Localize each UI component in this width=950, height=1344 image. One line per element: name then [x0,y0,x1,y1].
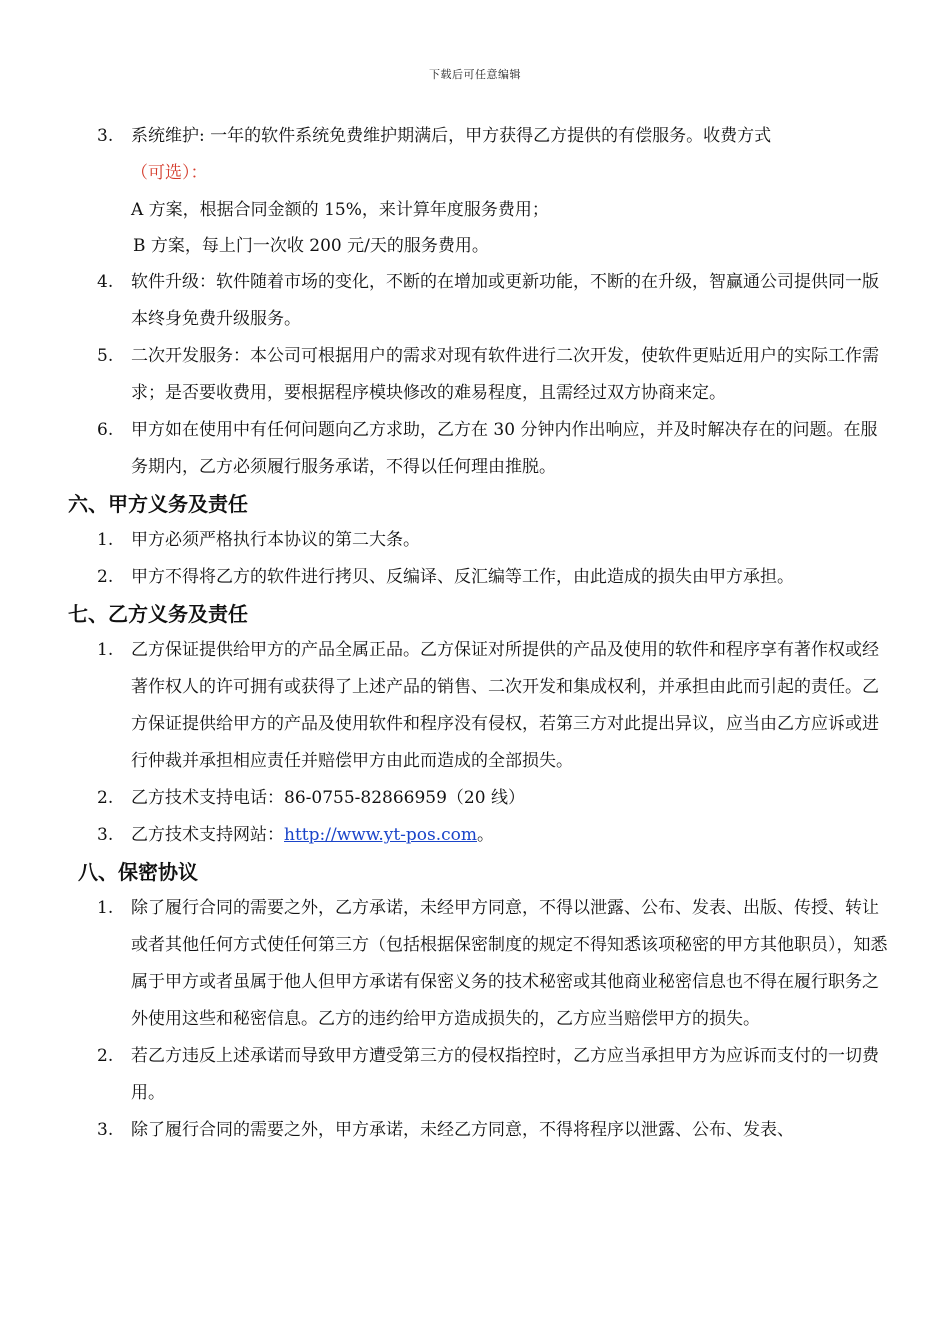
item-text: 二次开发服务：本公司可根据用户的需求对现有软件进行二次开发，使软件更贴近用户的实际工作需求；是否要收费用，要根据程序模块修改的难易程度，且需经过双方协商来定。 [131,346,879,403]
list-item [60,890,890,1038]
item-text: 除了履行合同的需要之外，乙方承诺，未经甲方同意，不得以泄露、公布、发表、出版、传授、转让或者其他任何方式使任何第三方（包括根据保密制度的规定不得知悉该项秘密的甲方其他职员），知悉属于甲方或者虽属于他人但甲方承诺有保密义务的技术秘密或其他商业秘密信息也不得在履行职务之外使用这些和秘密信息。乙方的违约给甲方造成损失的，乙方应当赔偿甲方的损失。 [131,898,888,1029]
list-item [60,412,890,486]
document-body [60,118,890,1149]
item-text: 除了履行合同的需要之外，甲方承诺，未经乙方同意，不得将程序以泄露、公布、发表、 [131,1120,794,1140]
item-number: 1. [97,530,114,550]
list-item [60,338,890,412]
list-item [60,632,890,780]
list-item [60,1112,890,1149]
item-text: 甲方不得将乙方的软件进行拷贝、反编译、反汇编等工作，由此造成的损失由甲方承担。 [131,567,794,587]
item-number: 6. [97,420,114,440]
sub-item-b: B 方案，每上门一次收 200 元/天的服务费用。 [133,236,489,256]
item-text-main: 乙方技术支持网站： [131,825,284,845]
page-header: 下载后可任意编辑 [429,68,521,81]
item-number: 2. [97,1046,114,1066]
item-suffix: 。 [477,825,495,845]
sub-item-a: A 方案，根据合同金额的 15%，来计算年度服务费用； [131,200,549,220]
item-text [131,118,890,192]
item-text [131,817,890,854]
section-heading: 八、保密协议 [78,860,198,884]
list-item [60,1038,890,1112]
section-heading: 六、甲方义务及责任 [68,492,248,516]
optional-note: （可选）： [131,163,208,183]
item-number: 1. [97,898,114,918]
item-number: 3. [97,825,114,845]
item-number: 3. [97,1120,114,1140]
item-text: 乙方技术支持电话：86-0755-82866959（20 线） [131,788,525,808]
section-heading: 七、乙方义务及责任 [68,602,248,626]
item-text: 软件升级：软件随着市场的变化，不断的在增加或更新功能，不断的在升级，智赢通公司提供同一版本终身免费升级服务。 [131,272,879,329]
list-item [60,780,890,817]
list-item [60,118,890,192]
item-number: 4. [97,272,114,292]
item-text-main: 系统维护: 一年的软件系统免费维护期满后，甲方获得乙方提供的有偿服务。收费方式 [131,126,772,146]
list-item [60,817,890,854]
list-item [60,264,890,338]
item-text: 乙方保证提供给甲方的产品全属正品。乙方保证对所提供的产品及使用的软件和程序享有著作权或经著作权人的许可拥有或获得了上述产品的销售、二次开发和集成权利，并承担由此而引起的责任。乙方保证提供给甲方的产品及使用软件和程序没有侵权，若第三方对此提出异议，应当由乙方应诉或进行仲裁并承担相应责任并赔偿甲方由此而造成的全部损失。 [131,640,879,771]
item-number: 3. [97,126,114,146]
item-text: 甲方如在使用中有任何问题向乙方求助，乙方在 30 分钟内作出响应，并及时解决存在的问题。在服务期内，乙方必须履行服务承诺，不得以任何理由推脱。 [131,420,878,477]
list-item [60,522,890,559]
list-item [60,559,890,596]
item-number: 2. [97,788,114,808]
support-website-link[interactable]: http://www.yt-pos.com [284,825,478,845]
item-text: 甲方必须严格执行本协议的第二大条。 [131,530,420,550]
item-number: 5. [97,346,114,366]
item-number: 1. [97,640,114,660]
item-text: 若乙方违反上述承诺而导致甲方遭受第三方的侵权指控时，乙方应当承担甲方为应诉而支付的一切费用。 [131,1046,879,1103]
item-number: 2. [97,567,114,587]
